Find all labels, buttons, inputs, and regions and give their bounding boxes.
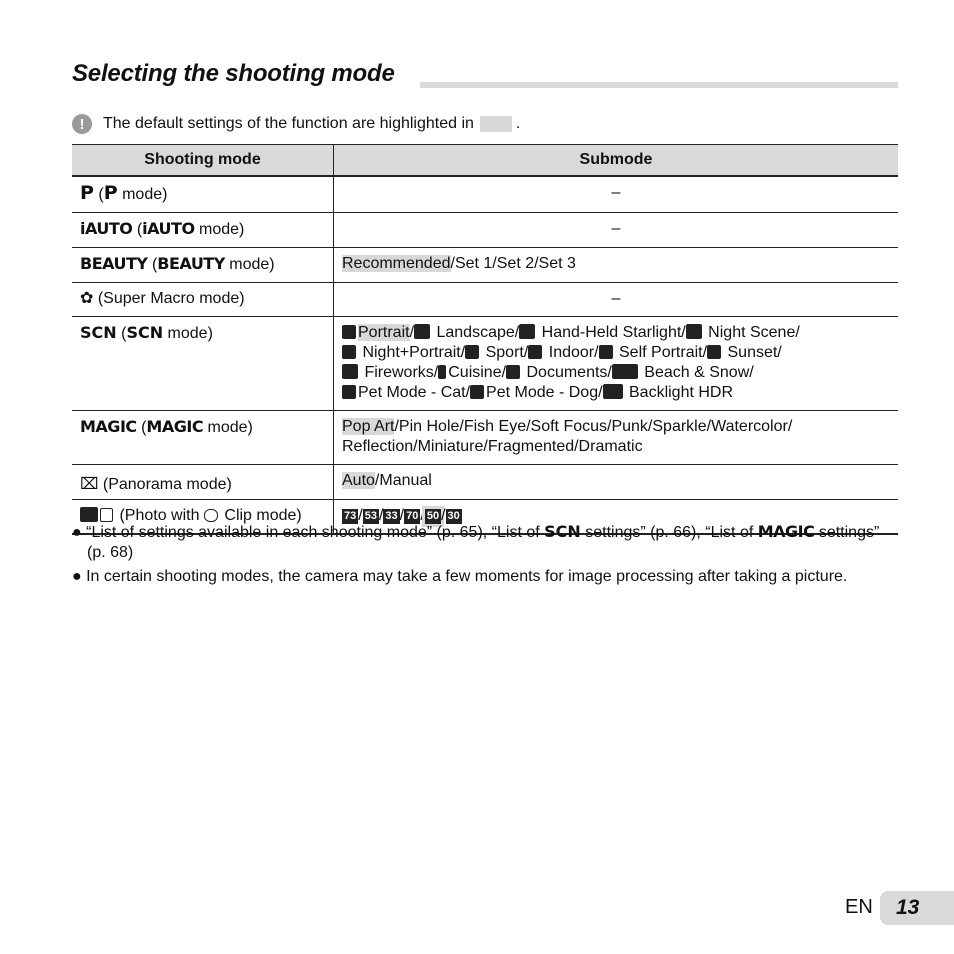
table-row	[72, 283, 898, 317]
submode-item: Sport/	[481, 344, 529, 361]
clip-digit: 7	[344, 510, 351, 522]
clip-digit: 3	[385, 510, 392, 522]
submode-rest: /Manual	[374, 472, 432, 489]
scn-mode-icon: SCN	[126, 323, 164, 342]
beach-snow-icon	[612, 364, 638, 379]
panorama-icon: ⌧	[80, 476, 99, 493]
submode-cell: 73 / 53 / 33 / 70 / 50 / 30	[334, 500, 899, 535]
portrait-icon	[342, 325, 356, 339]
submode-item: Cuisine/	[448, 364, 507, 381]
clip-digit: 3	[350, 510, 357, 522]
language-label: EN	[845, 896, 873, 918]
iauto-mode-icon: iAUTO	[142, 219, 195, 238]
separator: /	[409, 324, 415, 341]
mode-suffix: mode)	[203, 419, 253, 436]
film-icon	[100, 508, 113, 522]
self-portrait-icon	[599, 345, 613, 359]
mode-cell	[72, 465, 334, 500]
sunset-icon	[707, 345, 721, 359]
super-macro-icon: ✿	[80, 290, 94, 307]
mode-suffix: (Panorama mode)	[98, 476, 232, 493]
bullet-text: In certain shooting modes, the camera may take a few moments for image processing after taking a picture.	[86, 568, 848, 585]
starlight-icon	[519, 324, 535, 339]
submode-item: Self Portrait/	[614, 344, 708, 361]
night-scene-icon	[686, 324, 702, 339]
mode-suffix: (Super Macro mode)	[93, 290, 245, 307]
camera-icon	[80, 507, 98, 522]
mode-suffix: mode)	[117, 186, 168, 203]
mode-text: (	[147, 256, 158, 273]
mode-text: (	[132, 221, 143, 238]
submode-item: Hand-Held Starlight/	[537, 324, 686, 341]
default-submode: Auto	[342, 472, 375, 489]
mode-cell	[72, 213, 334, 248]
scn-mode-icon: SCN	[544, 522, 581, 541]
magic-mode-icon: MAGIC	[757, 522, 815, 541]
default-submode: Recommended	[342, 255, 451, 272]
table-header-row	[72, 145, 898, 177]
clip-digit: 7	[406, 510, 413, 522]
cuisine-icon	[438, 365, 446, 379]
clip-digit: 3	[447, 510, 454, 522]
mode-cell	[72, 283, 334, 317]
header-submode: Submode	[334, 145, 899, 177]
backlight-hdr-icon	[603, 384, 623, 399]
night-portrait-icon	[342, 345, 356, 359]
p-mode-icon: P	[80, 182, 94, 204]
clip-digit: 5	[426, 510, 433, 522]
caution-icon: !	[72, 114, 92, 134]
note-suffix: .	[515, 115, 521, 132]
shooting-mode-table	[72, 144, 898, 535]
mode-suffix: mode)	[224, 256, 275, 273]
note-text: The default settings of the function are highlighted in	[103, 115, 474, 132]
submode-item: Fireworks/	[360, 364, 439, 381]
mode-cell	[72, 248, 334, 283]
submode-item: Sunset/	[723, 344, 782, 361]
default-submode: Pop Art	[342, 418, 395, 435]
magic-mode-icon: MAGIC	[146, 417, 204, 436]
submode-item: Backlight HDR	[624, 384, 734, 401]
submode-cell	[334, 465, 899, 500]
table-row	[72, 176, 898, 213]
p-mode-icon: P	[103, 182, 118, 204]
beauty-mode-icon: BEAUTY	[157, 254, 225, 273]
clip-digit: 5	[364, 510, 371, 522]
movie-camera-icon	[204, 509, 218, 522]
pet-dog-icon	[470, 385, 484, 399]
mode-text: (	[136, 419, 147, 436]
title-rule	[420, 82, 898, 88]
submode-cell	[334, 248, 899, 283]
submode-cell	[334, 411, 899, 465]
clip-digit: 0	[453, 510, 460, 522]
page-title: Selecting the shooting mode	[72, 60, 395, 87]
header-shooting-mode: Shooting mode	[72, 145, 334, 177]
clip-digit: 3	[391, 510, 398, 522]
list-item: ● “List of settings available in each shooting mode” (p. 65), “List of SCN settings” (p. 66), “List of MAGIC settings” (p. 68)	[72, 522, 880, 561]
submode-item: Beach & Snow/	[639, 364, 754, 381]
mode-text: (	[93, 186, 104, 203]
documents-icon	[506, 365, 520, 379]
landscape-icon	[414, 324, 430, 339]
mode-cell	[72, 176, 334, 213]
mode-suffix: (Photo with	[115, 507, 204, 524]
default-submode: Portrait	[358, 324, 410, 341]
mode-text: (	[116, 325, 127, 342]
submode-cell: –	[334, 176, 899, 213]
mode-cell	[72, 411, 334, 465]
highlight-swatch	[480, 116, 512, 132]
bullet-text: settings” (p. 68)	[87, 524, 880, 561]
pet-cat-icon	[342, 385, 356, 399]
bullet-text: “List of settings available in each shooting mode” (p. 65), “List of	[86, 524, 545, 541]
submode-cell: –	[334, 213, 899, 248]
page-number: 13	[880, 891, 954, 925]
submode-item: Indoor/	[544, 344, 599, 361]
submode-cell: –	[334, 283, 899, 317]
clip-digit: 0	[412, 510, 419, 522]
mode-suffix: mode)	[194, 221, 245, 238]
table-row	[72, 248, 898, 283]
submode-item: Night Scene/	[703, 324, 800, 341]
clip-digit: 3	[370, 510, 377, 522]
table-row	[72, 213, 898, 248]
default-settings-note	[72, 114, 520, 134]
beauty-mode-icon: BEAUTY	[80, 254, 148, 273]
submode-cell	[334, 317, 899, 411]
notes-list	[72, 522, 898, 591]
list-item: ● In certain shooting modes, the camera may take a few moments for image processing after taking a picture.	[72, 568, 848, 585]
mode-suffix: Clip mode)	[219, 507, 302, 524]
table-row	[72, 317, 898, 411]
submode-item: Night+Portrait/	[358, 344, 466, 361]
scn-mode-icon: SCN	[80, 323, 117, 342]
clip-digit: 0	[432, 510, 440, 522]
submode-item: Landscape/	[432, 324, 520, 341]
mode-cell	[72, 317, 334, 411]
magic-mode-icon: MAGIC	[80, 417, 137, 436]
table-row	[72, 411, 898, 465]
mode-suffix: mode)	[163, 325, 213, 342]
submode-item: Documents/	[522, 364, 612, 381]
submode-item: Pet Mode - Cat/	[358, 384, 471, 401]
sport-icon	[465, 345, 479, 359]
submode-rest: /Pin Hole/Fish Eye/Soft Focus/Punk/Sparkle/Watercolor/	[394, 418, 793, 435]
submode-item: Pet Mode - Dog/	[486, 384, 603, 401]
bullet-text: settings” (p. 66), “List of	[580, 524, 758, 541]
submode-rest-line2: Reflection/Miniature/Fragmented/Dramatic	[342, 438, 643, 455]
submode-rest: /Set 1/Set 2/Set 3	[450, 255, 576, 272]
fireworks-icon	[342, 364, 358, 379]
indoor-icon	[528, 345, 542, 359]
iauto-mode-icon: iAUTO	[80, 219, 133, 238]
table-row	[72, 465, 898, 500]
